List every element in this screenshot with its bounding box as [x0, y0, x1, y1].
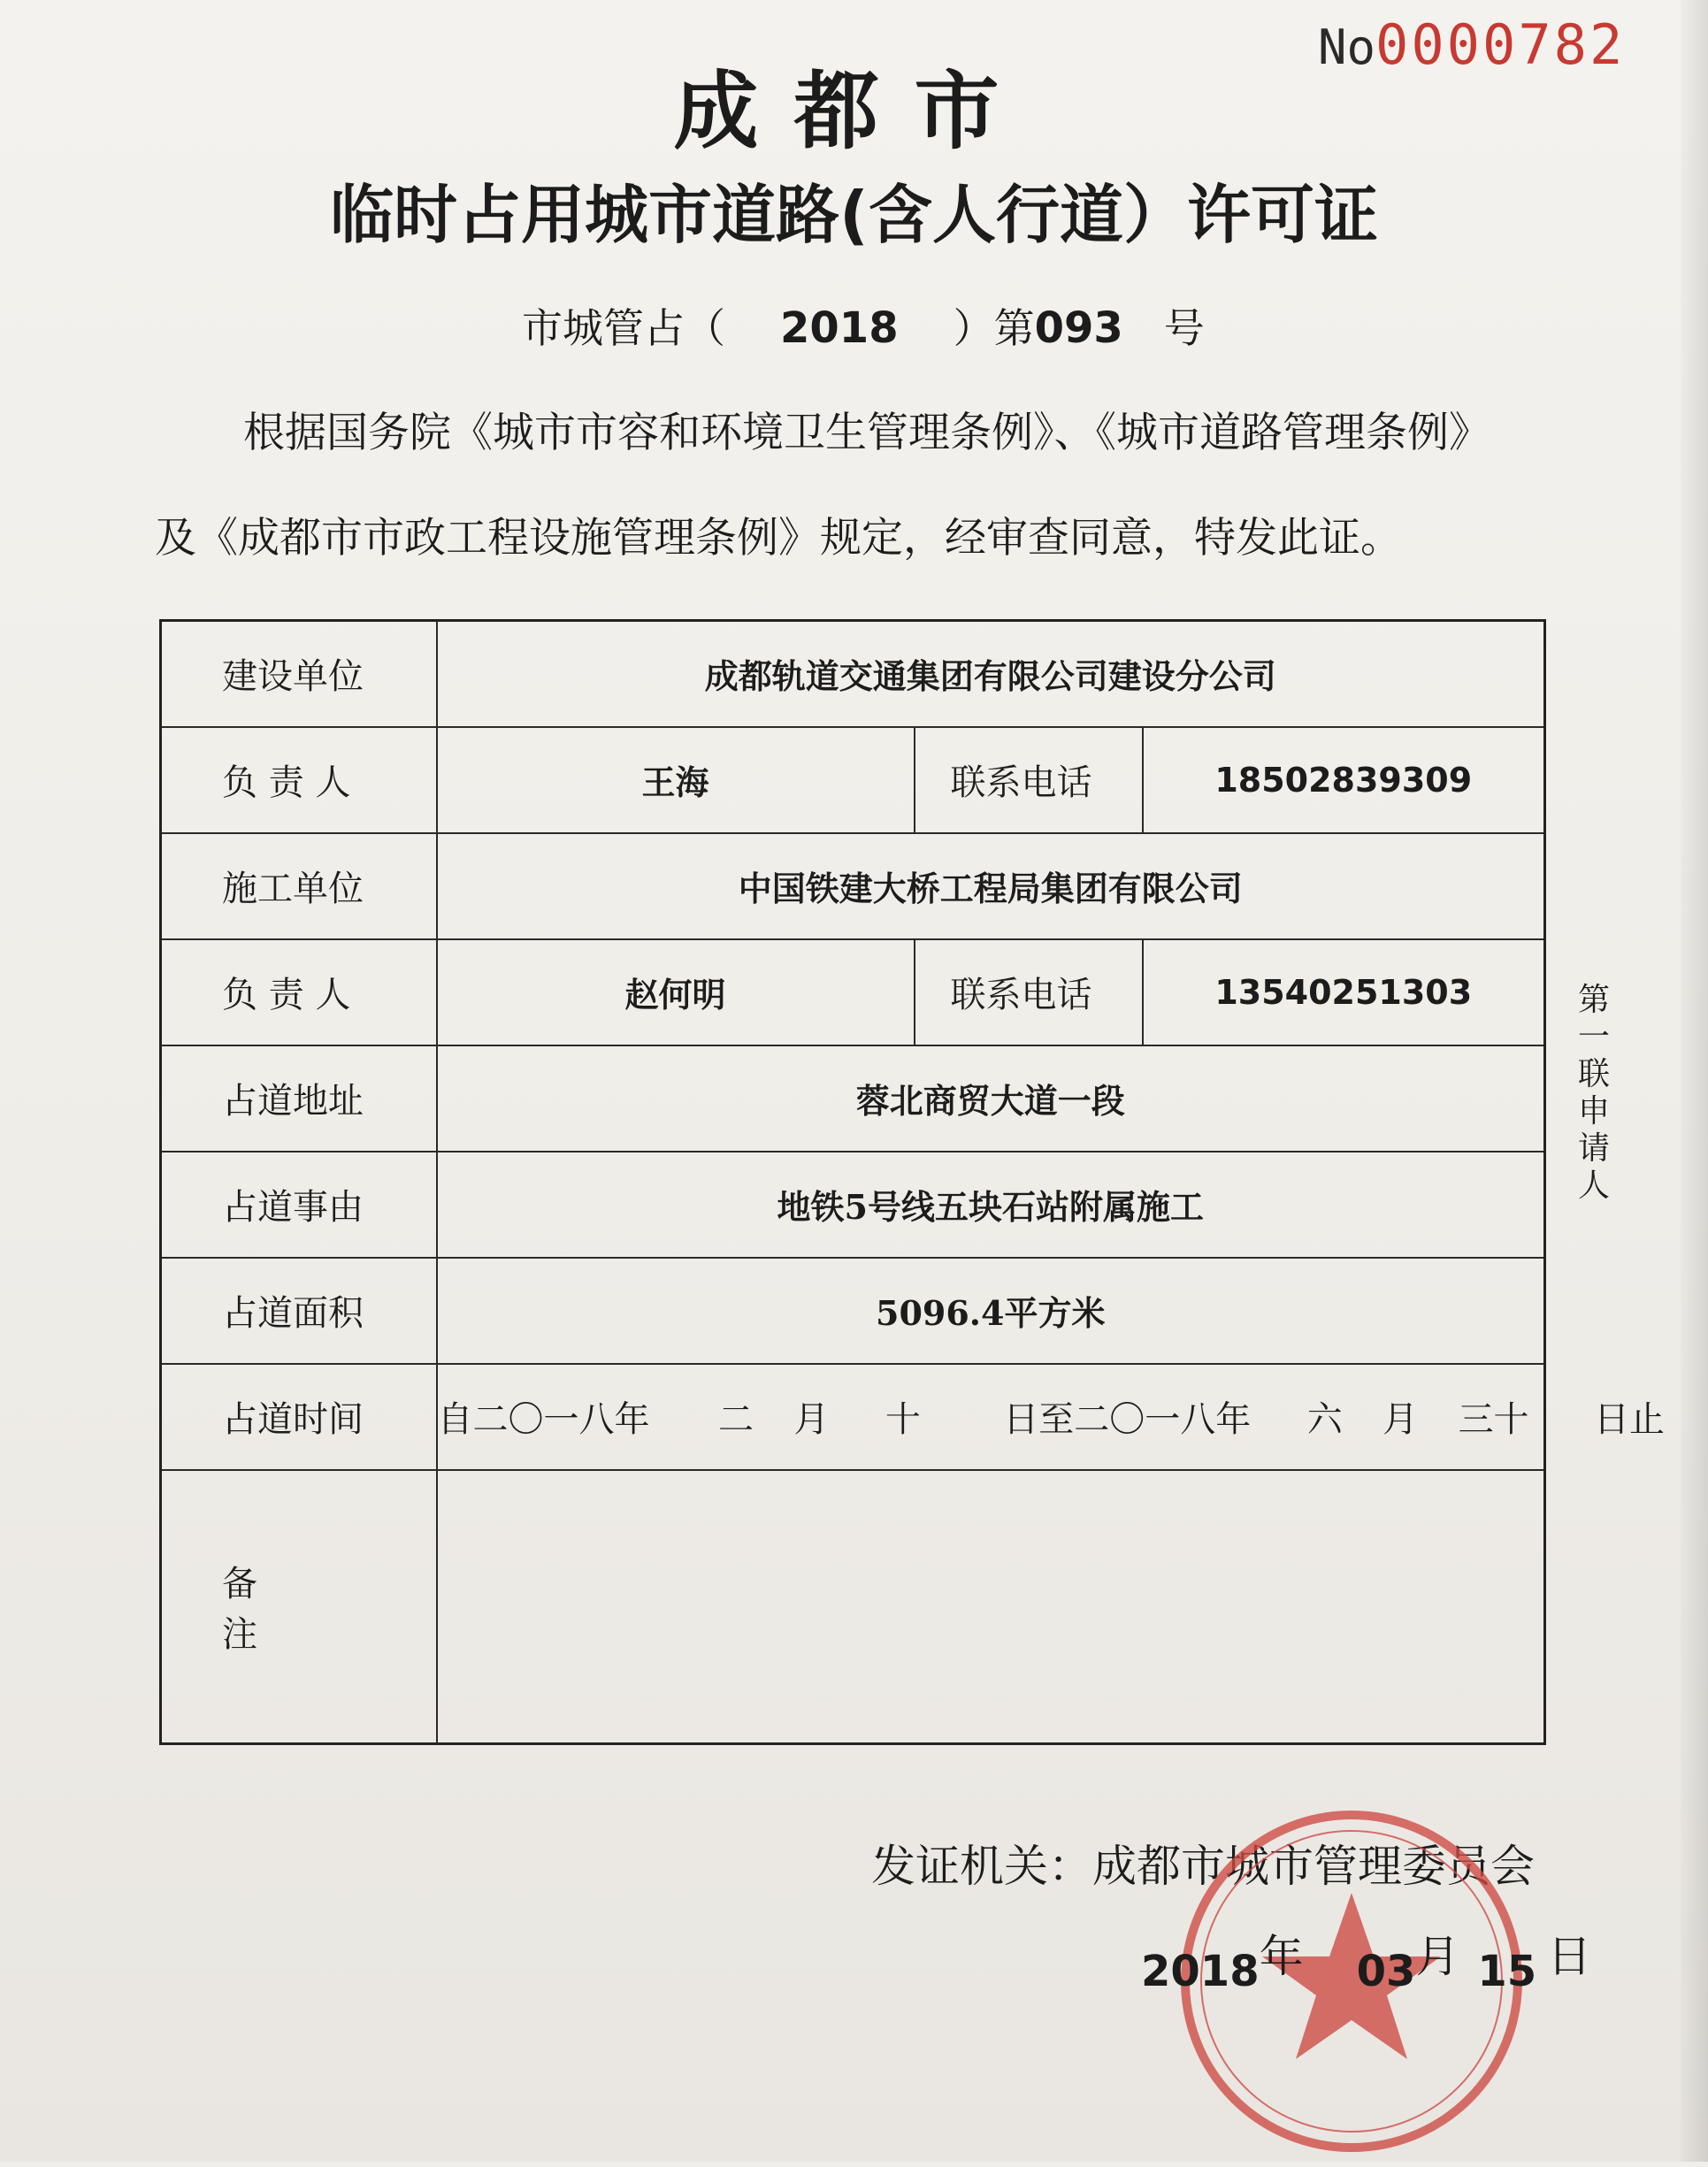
remarks-value — [437, 1470, 1545, 1744]
address-value: 蓉北商贸大道一段 — [437, 1045, 1545, 1152]
table-row — [161, 1045, 1545, 1152]
table-row — [161, 621, 1545, 727]
document-number — [522, 296, 1205, 355]
period-end: 日止 — [1594, 1399, 1665, 1440]
remarks-label — [161, 1470, 437, 1744]
intro-paragraph — [155, 380, 1570, 591]
period-from-month: 二 — [717, 1399, 754, 1440]
remarks-label-text: 备注 — [222, 1564, 346, 1656]
paper-edge-shadow — [1681, 0, 1708, 2162]
table-row — [161, 939, 1545, 1045]
city-heading: 成都市 — [673, 62, 1035, 161]
period-to-month: 六 — [1306, 1399, 1343, 1440]
builder-unit-value: 中国铁建大桥工程局集团有限公司 — [437, 833, 1545, 939]
builder-unit-label: 施工单位 — [161, 833, 437, 939]
copy-note: 第一联 申请人 — [1577, 982, 1610, 1204]
period-to-month-unit: 月 — [1382, 1399, 1419, 1440]
docno-suffix: 号 — [1163, 304, 1205, 352]
builder-person-label: 负 责 人 — [161, 939, 437, 1045]
reason-label: 占道事由 — [161, 1152, 437, 1258]
docno-number: 093 — [1034, 303, 1123, 353]
serial-value: 0000782 — [1375, 12, 1626, 77]
issue-month: 03 — [1356, 1947, 1416, 1996]
permit-title: 临时占用城市道路(含人行道）许可证 — [330, 178, 1378, 252]
period-mid: 日至二〇一八年 — [1003, 1399, 1252, 1440]
issuing-authority: 发证机关：成都市城市管理委员会 — [871, 1841, 1535, 1892]
address-label: 占道地址 — [161, 1045, 437, 1152]
issue-month-unit: 月 — [1415, 1931, 1460, 1982]
table-row — [161, 1470, 1545, 1744]
issue-day: 15 — [1477, 1947, 1537, 1996]
docno-prefix: 市城管占（ — [522, 304, 725, 352]
builder-person-value: 赵何明 — [437, 939, 915, 1045]
docno-mid: ）第 — [953, 304, 1035, 352]
issue-day-unit: 日 — [1547, 1931, 1592, 1982]
area-label: 占道面积 — [161, 1258, 437, 1364]
period-to-day: 三十 — [1458, 1399, 1529, 1440]
intro-line-2: 及《成都市市政工程设施管理条例》规定，经审查同意，特发此证。 — [155, 514, 1402, 563]
builder-phone-label: 联系电话 — [915, 939, 1143, 1045]
construction-phone-value: 18502839309 — [1143, 727, 1545, 833]
construction-unit-label: 建设单位 — [161, 621, 437, 727]
table-row — [161, 833, 1545, 939]
table-row — [161, 1258, 1545, 1364]
builder-phone-value: 13540251303 — [1143, 939, 1545, 1045]
period-from-month-unit: 月 — [793, 1399, 830, 1440]
serial-prefix: No — [1318, 19, 1376, 75]
construction-person-label: 负 责 人 — [161, 727, 437, 833]
period-value — [437, 1364, 1665, 1470]
intro-line-1: 根据国务院《城市市容和环境卫生管理条例》、《城市道路管理条例》 — [243, 409, 1490, 457]
period-from-day: 十 — [885, 1399, 921, 1440]
issue-year: 2018 — [1141, 1947, 1260, 1996]
area-value: 5096.4平方米 — [437, 1258, 1545, 1364]
docno-year: 2018 — [780, 303, 899, 353]
table-row — [161, 1364, 1545, 1470]
construction-person-value: 王海 — [437, 727, 915, 833]
period-label: 占道时间 — [161, 1364, 437, 1470]
issue-year-unit: 年 — [1259, 1931, 1304, 1982]
table-row — [161, 727, 1545, 833]
reason-value: 地铁5号线五块石站附属施工 — [437, 1152, 1545, 1258]
construction-phone-label: 联系电话 — [915, 727, 1143, 833]
table-row — [161, 1152, 1545, 1258]
issue-date — [1141, 1931, 1592, 1999]
construction-unit-value: 成都轨道交通集团有限公司建设分公司 — [437, 621, 1545, 727]
period-from-prefix: 自二〇一八年 — [437, 1399, 650, 1440]
